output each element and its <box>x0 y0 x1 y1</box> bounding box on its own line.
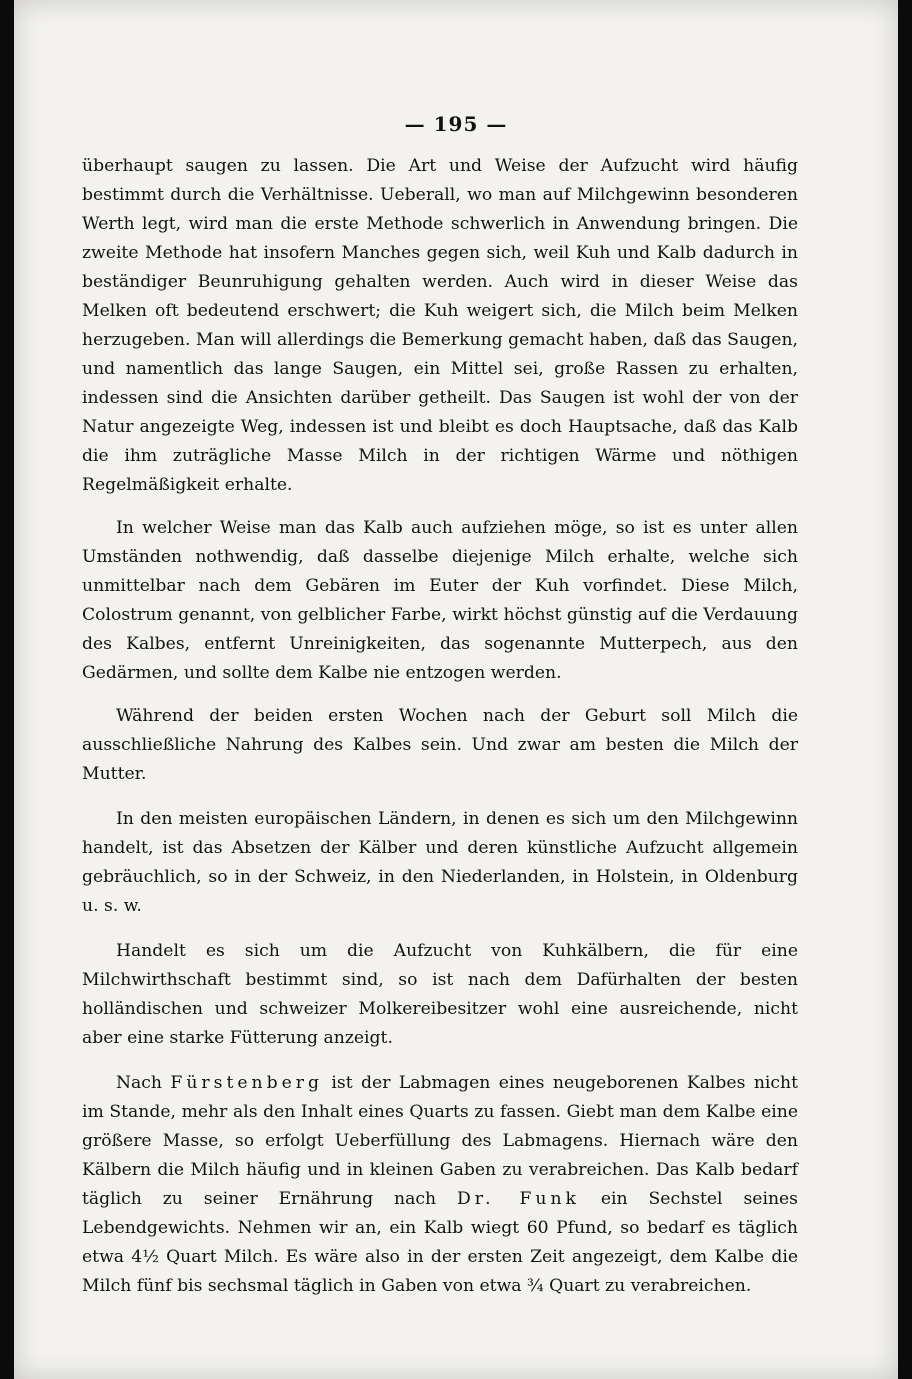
page-number: — 195 — <box>404 112 508 136</box>
paragraph-4: In den meisten europäischen Ländern, in denen es sich um den Milchgewinn handelt, ist das Absetzen der Kälber und deren künstliche Aufzucht allgemein gebräuchlich, so in der Schweiz, in den Niederlanden, in Holstein, in Oldenburg u. s. w. <box>82 809 798 916</box>
paragraph-6 <box>82 1069 798 1301</box>
author-name-fuerstenberg: Fürstenberg <box>170 1073 323 1093</box>
body-text <box>82 152 798 1301</box>
paragraph-2: In welcher Weise man das Kalb auch aufziehen möge, so ist es unter allen Umständen nothwendig, daß dasselbe diejenige Milch erhalte, welche sich unmittelbar nach dem Gebären im Euter der Kuh vorfindet. Diese Milch, Colostrum genannt, von gelblicher Farbe, wirkt höchst günstig auf die Verdauung des Kalbes, entfernt Unreinigkeiten, das sogenannte Mutterpech, aus den Gedärmen, und sollte dem Kalbe nie entzogen werden. <box>82 518 798 683</box>
paragraph-1: überhaupt saugen zu lassen. Die Art und Weise der Aufzucht wird häufig bestimmt durch die Verhältnisse. Ueberall, wo man auf Milchgewinn besonderen Werth legt, wird man die erste Methode schwerlich in Anwendung bringen. Die zweite Methode hat insofern Manches gegen sich, weil Kuh und Kalb dadurch in beständiger Beunruhigung gehalten werden. Auch wird in dieser Weise das Melken oft bedeutend erschwert; die Kuh weigert sich, die Milch beim Melken herzugeben. Man will allerdings die Bemerkung gemacht haben, daß das Saugen, und namentlich das lange Saugen, ein Mittel sei, große Rassen zu erhalten, indessen sind die Ansichten darüber getheilt. Das Saugen ist wohl der von der Natur angezeigte Weg, indessen ist und bleibt es doch Hauptsache, daß das Kalb die ihm zuträgliche Masse Milch in der richtigen Wärme und nöthigen Regelmäßigkeit erhalte. <box>82 156 798 495</box>
paragraph-6-start: Nach <box>116 1073 171 1093</box>
paragraph-6-end: ein Sechstel seines Lebendgewichts. Nehmen wir an, ein Kalb wiegt 60 Pfund, so bedarf es täglich etwa 4½ Quart Milch. Es wäre also in der ersten Zeit angezeigt, dem Kalbe die Milch fünf bis sechsmal täglich in Gaben von etwa ¾ Quart zu verabreichen. <box>82 1189 799 1296</box>
book-page <box>14 0 898 1379</box>
paragraph-3: Während der beiden ersten Wochen nach der Geburt soll Milch die ausschließliche Nahrung des Kalbes sein. Und zwar am besten die Milch der Mutter. <box>82 706 798 784</box>
paragraph-6-middle: ist der Labmagen eines neugeborenen Kalbes nicht im Stande, mehr als den Inhalt eines Quarts zu fassen. Giebt man dem Kalbe eine größere Masse, so erfolgt Ueberfüllung des Labmagens. Hiernach wäre den Kälbern die Milch häufig und in kleinen Gaben zu verabreichen. Das Kalb bedarf täglich zu seiner Ernährung nach <box>82 1073 798 1209</box>
paragraph-5: Handelt es sich um die Aufzucht von Kuhkälbern, die für eine Milchwirthschaft bestimmt sind, so ist nach dem Dafürhalten der besten holländischen und schweizer Molkereibesitzer wohl eine ausreichende, nicht aber eine starke Fütterung anzeigt. <box>82 941 798 1048</box>
author-name-funk: Dr. Funk <box>456 1189 580 1209</box>
